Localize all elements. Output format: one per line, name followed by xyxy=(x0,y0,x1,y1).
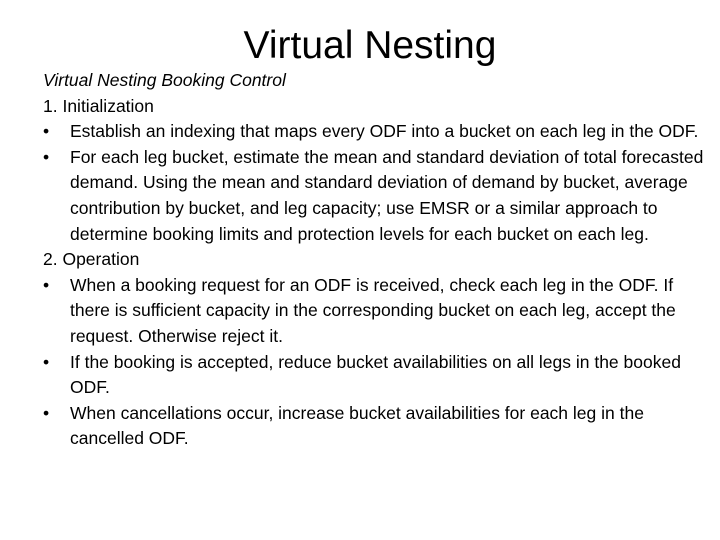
bullet-glyph: • xyxy=(43,146,50,167)
bullet-text: When a booking request for an ODF is received, check each leg in the ODF. If there is sufficient capacity in the corresponding bucket on each leg, accept the request. Otherwise reject it. xyxy=(70,274,676,346)
bullet-glyph: • xyxy=(43,402,50,423)
slide-subtitle: Virtual Nesting Booking Control xyxy=(43,70,286,90)
bullet-item xyxy=(43,401,713,452)
bullet-text: If the booking is accepted, reduce bucket availabilities on all legs in the booked ODF. xyxy=(70,351,681,398)
bullet-item xyxy=(43,273,713,350)
bullet-text: Establish an indexing that maps every ODF into a bucket on each leg in the ODF. xyxy=(70,121,699,142)
section-heading-operation: 2. Operation xyxy=(43,249,140,270)
slide-title: Virtual Nesting xyxy=(243,24,497,67)
slide-body xyxy=(43,68,713,452)
bullet-item xyxy=(43,119,713,145)
bullet-text: When cancellations occur, increase bucket availabilities for each leg in the cancelled ODF. xyxy=(70,402,644,449)
bullet-item xyxy=(43,350,713,401)
bullet-text: For each leg bucket, estimate the mean and standard deviation of total forecasted demand. Using the mean and standard deviation of demand by bucket, average contribution by bucket, and leg capacity; use EMSR or a similar approach to determine booking limits and protection levels for each bucket on each leg. xyxy=(70,146,704,244)
bullet-glyph: • xyxy=(43,121,50,142)
section-heading-initialization: 1. Initialization xyxy=(43,95,154,116)
bullet-item xyxy=(43,145,713,247)
bullet-glyph: • xyxy=(43,351,50,372)
bullet-glyph: • xyxy=(43,274,50,295)
